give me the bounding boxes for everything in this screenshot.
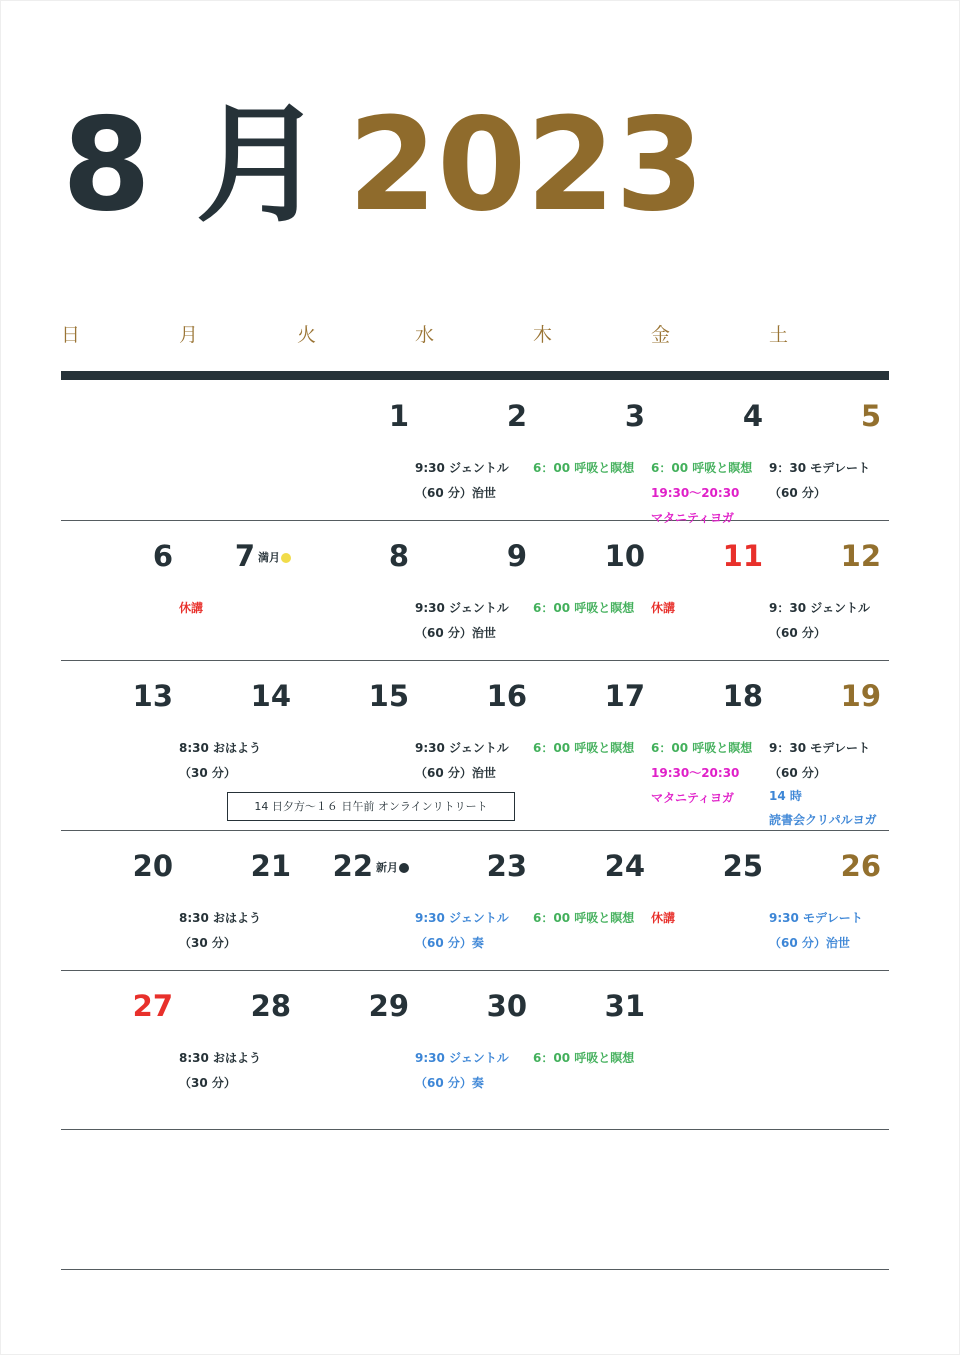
day-number [841, 848, 881, 884]
weekday-tue: 火 [297, 324, 317, 346]
day-number [369, 988, 409, 1024]
day-number [369, 678, 409, 714]
day-number-text: 4 [742, 399, 763, 433]
title-month: 8 月 [62, 91, 324, 240]
day-number-text: 29 [368, 989, 409, 1023]
class-event-line: 9:30 モデレート [769, 911, 863, 925]
weekday-fri: 金 [651, 324, 671, 346]
class-event-line: 9:30 ジェントル [415, 601, 509, 615]
class-event-line: 14 時 [769, 789, 802, 803]
day-number-text: 2 [506, 399, 527, 433]
day-number [743, 398, 763, 434]
class-event-line: （60 分）奏 [415, 936, 484, 950]
day-number-text: 5 [860, 399, 881, 433]
day-number-text: 30 [486, 989, 527, 1023]
class-event-line: 9：30 ジェントル [769, 601, 870, 615]
day-number-text: 8 [388, 539, 409, 573]
day-number-text: 15 [368, 679, 409, 713]
day-number-text: 13 [132, 679, 173, 713]
class-event-line: 休講 [651, 911, 676, 925]
class-event-line: 休講 [651, 601, 676, 615]
weekday-header [61, 320, 889, 350]
day-number-text: 9 [506, 539, 527, 573]
moon-phase-label: 満月 [258, 551, 280, 564]
day-number [133, 678, 173, 714]
class-event-line: 8:30 おはよう [179, 1051, 262, 1065]
day-number [487, 988, 527, 1024]
day-number-text: 10 [604, 539, 645, 573]
class-event-line: （60 分）治世 [769, 936, 850, 950]
class-event-line: 9:30 ジェントル [415, 741, 509, 755]
class-event-line: 9:30 ジェントル [415, 461, 509, 475]
class-event-line: （60 分） [769, 626, 826, 640]
day-number-text: 27 [132, 989, 173, 1023]
day-number-text: 12 [840, 539, 881, 573]
day-number-text: 7 [234, 539, 255, 573]
class-event-line: 9:30 ジェントル [415, 911, 509, 925]
day-number-text: 18 [722, 679, 763, 713]
day-number [487, 848, 527, 884]
class-event-line: （60 分）奏 [415, 1076, 484, 1090]
day-number [507, 398, 527, 434]
retreat-banner: 14 日夕方～１６ 日午前 オンラインリトリート [227, 792, 515, 821]
day-number-text: 26 [840, 849, 881, 883]
class-event-line: （60 分） [769, 486, 826, 500]
day-number-text: 22 [332, 849, 373, 883]
day-number-text: 11 [722, 539, 763, 573]
new-moon-icon [399, 863, 409, 873]
class-event-line: 6：00 呼吸と瞑想 [533, 461, 635, 475]
header-rule [61, 371, 889, 380]
class-event-line: 19:30～20:30 [651, 486, 740, 500]
day-number-text: 1 [388, 399, 409, 433]
day-number-text: 14 [250, 679, 291, 713]
day-number [389, 538, 409, 574]
class-event-line: （60 分）治世 [415, 766, 496, 780]
class-event-line: 9:30 ジェントル [415, 1051, 509, 1065]
day-number [235, 538, 291, 576]
class-event-line: 8:30 おはよう [179, 741, 262, 755]
day-number-text: 3 [624, 399, 645, 433]
class-event-line: 6：00 呼吸と瞑想 [533, 1051, 635, 1065]
day-number-text: 6 [152, 539, 173, 573]
day-number [251, 678, 291, 714]
class-event-line: マタニティヨガ [651, 791, 735, 805]
day-number [625, 398, 645, 434]
day-number [251, 848, 291, 884]
day-number-text: 21 [250, 849, 291, 883]
day-number-text: 28 [250, 989, 291, 1023]
day-number-text: 17 [604, 679, 645, 713]
day-number [605, 538, 645, 574]
day-number [723, 538, 763, 574]
day-number [251, 988, 291, 1024]
day-number [861, 398, 881, 434]
class-event-line: 9：30 モデレート [769, 741, 870, 755]
class-event-line: マタニティヨガ [651, 511, 735, 525]
class-event-line: （30 分） [179, 936, 236, 950]
class-event-line: 19:30～20:30 [651, 766, 740, 780]
class-event-line: 6：00 呼吸と瞑想 [651, 741, 753, 755]
day-number [723, 848, 763, 884]
full-moon-icon [281, 553, 291, 563]
class-event-line: 6：00 呼吸と瞑想 [533, 911, 635, 925]
class-event-line: （60 分）治世 [415, 486, 496, 500]
day-number [507, 538, 527, 574]
day-number [841, 678, 881, 714]
class-event-line: 6：00 呼吸と瞑想 [533, 601, 635, 615]
class-event-line: 6：00 呼吸と瞑想 [651, 461, 753, 475]
day-number [389, 398, 409, 434]
class-event-line: （30 分） [179, 766, 236, 780]
weekday-wed: 水 [415, 324, 435, 346]
day-number-text: 24 [604, 849, 645, 883]
day-number [605, 848, 645, 884]
class-event-line: 休講 [179, 601, 204, 615]
day-number [605, 988, 645, 1024]
day-number-text: 31 [604, 989, 645, 1023]
class-event-line: （60 分） [769, 766, 826, 780]
day-number-text: 19 [840, 679, 881, 713]
day-number [333, 848, 409, 886]
weekday-mon: 月 [179, 324, 199, 346]
day-number [133, 988, 173, 1024]
weekday-sun: 日 [61, 324, 81, 346]
calendar-grid [61, 380, 889, 1280]
day-number-text: 25 [722, 849, 763, 883]
class-event-line: （60 分）治世 [415, 626, 496, 640]
day-number [487, 678, 527, 714]
day-number [133, 848, 173, 884]
day-number [605, 678, 645, 714]
class-event-line: 9：30 モデレート [769, 461, 870, 475]
day-number [723, 678, 763, 714]
day-number-text: 20 [132, 849, 173, 883]
moon-phase-label: 新月 [376, 861, 398, 874]
day-number-text: 16 [486, 679, 527, 713]
day-number [841, 538, 881, 574]
class-event-line: 読書会クリパルヨガ [769, 813, 877, 827]
class-event-line: 6：00 呼吸と瞑想 [533, 741, 635, 755]
class-event-line: （30 分） [179, 1076, 236, 1090]
class-event-line: 8:30 おはよう [179, 911, 262, 925]
day-number [153, 538, 173, 574]
weekday-thu: 木 [533, 324, 553, 346]
weekday-sat: 土 [769, 324, 789, 346]
day-number-text: 23 [486, 849, 527, 883]
title-year: 2023 [348, 91, 705, 240]
